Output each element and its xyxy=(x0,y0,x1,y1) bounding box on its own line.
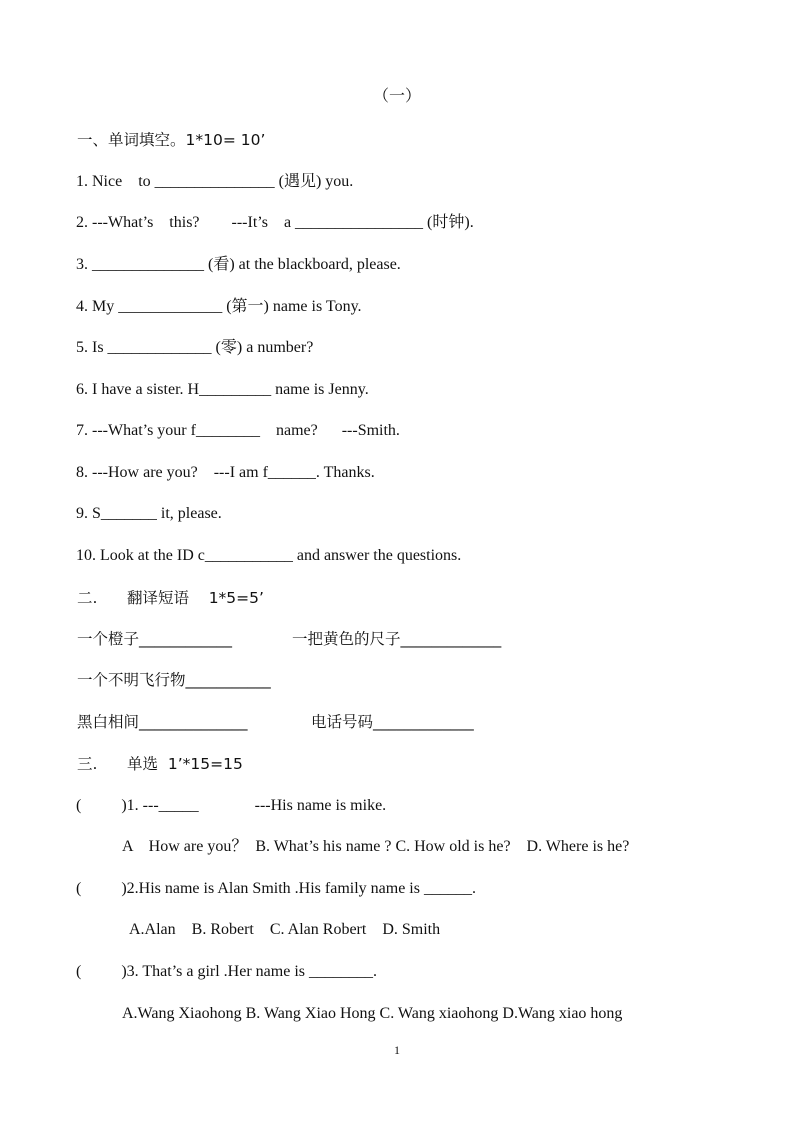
section2-heading: 二. 翻译短语 1*5=5’ xyxy=(77,589,264,607)
question-3-options: A.Wang Xiaohong B. Wang Xiao Hong C. Wang xiaohong D.Wang xiao hong xyxy=(122,1005,623,1022)
section1-item-4: 4. My _____________ (第一) name is Tony. xyxy=(76,298,362,315)
section1-item-7: 7. ---What’s your f________ name? ---Smith. xyxy=(76,422,400,439)
section1-item-9: 9. S_______ it, please. xyxy=(76,505,222,522)
question-1-options: A How are you？ B. What’s his name ? C. How old is he? D. Where is he? xyxy=(122,838,630,855)
question-1: ( )1. ---_____ ---His name is mike. xyxy=(76,797,387,814)
section2-phrase-2: 一把黄色的尺子_____________ xyxy=(292,630,502,648)
section2-phrase-1: 一个橙子____________ xyxy=(77,630,233,648)
section1-item-3: 3. ______________ (看) at the blackboard, please. xyxy=(76,256,401,273)
section1-item-6: 6. I have a sister. H_________ name is Jenny. xyxy=(76,381,369,398)
section1-heading: 一、单词填空。1*10= 10’ xyxy=(77,131,266,149)
section3-heading: 三. 单选 1’*15=15 xyxy=(77,755,243,773)
section1-item-10: 10. Look at the ID c___________ and answer the questions. xyxy=(76,547,462,564)
question-3: ( )3. That’s a girl .Her name is ________. xyxy=(76,963,377,980)
section1-item-5: 5. Is _____________ (零) a number? xyxy=(76,339,314,356)
section1-item-2: 2. ---What’s this? ---It’s a ________________ (时钟). xyxy=(76,214,474,231)
worksheet-title: （一） xyxy=(372,88,421,105)
page-number: 1 xyxy=(394,1043,400,1057)
question-2: ( )2.His name is Alan Smith .His family name is ______. xyxy=(76,880,476,897)
section1-item-8: 8. ---How are you? ---I am f______. Thanks. xyxy=(76,464,375,481)
section1-item-1: 1. Nice to _______________ (遇见) you. xyxy=(76,173,354,190)
section2-phrase-3: 一个不明飞行物___________ xyxy=(77,671,271,689)
section2-phrase-4: 黑白相间______________ xyxy=(77,713,248,731)
question-2-options: A.Alan B. Robert C. Alan Robert D. Smith xyxy=(129,921,441,938)
section2-phrase-5: 电话号码_____________ xyxy=(311,713,474,731)
